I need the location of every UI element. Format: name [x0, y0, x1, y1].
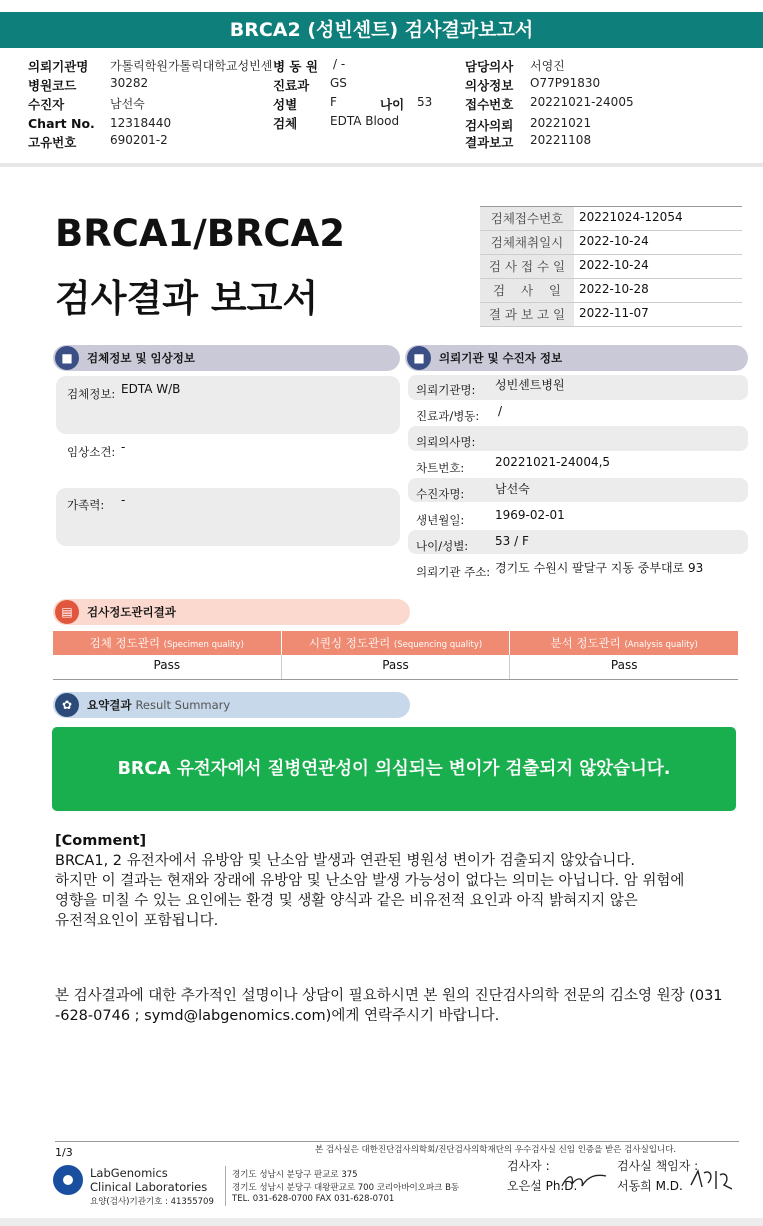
report-banner: BRCA2 (성빈센트) 검사결과보고서: [0, 12, 763, 48]
contact-line: 본 검사결과에 대한 추가적인 설명이나 상담이 필요하시면 본 원의 진단검사의학 전문의 김소영 원장 (031: [55, 988, 723, 1004]
client-value: /: [498, 404, 503, 418]
company-subname: Clinical Laboratories: [90, 1180, 208, 1194]
header-value: / -: [333, 57, 346, 71]
header-value: 53: [417, 95, 433, 109]
report-title-line2: 검사결과 보고서: [55, 277, 319, 320]
dates-key: 검 사 일: [480, 279, 574, 302]
family-value: -: [121, 493, 126, 507]
header-key: 성별: [273, 97, 298, 112]
header-key: 나이: [380, 97, 405, 112]
client-key: 의뢰기관 주소:: [416, 565, 491, 579]
header-key: 검체: [273, 116, 298, 131]
dates-row: [480, 279, 742, 303]
header-value: 20221021-24005: [530, 95, 634, 109]
header-value: O77P91830: [530, 76, 601, 90]
header-key: 담당의사: [465, 59, 514, 74]
client-key: 차트번호:: [416, 461, 465, 475]
comment-line: 영향을 미칠 수 있는 요인에는 환경 및 생활 양식과 같은 비유전적 요인과 아직 밝혀지지 않은: [55, 893, 638, 909]
qc-value: Pass: [53, 655, 282, 679]
client-key: 의뢰의사명:: [416, 435, 476, 449]
specimen-section-header: [53, 345, 400, 371]
dates-row: [480, 231, 742, 255]
client-value: 경기도 수원시 팔달구 지동 중부대로 93: [495, 561, 704, 575]
dates-key: 검체채취일시: [480, 231, 574, 254]
comment-line: 하지만 이 결과는 현재와 장래에 유방암 및 난소암 발생 가능성이 없다는 의미는 아닙니다. 암 위험에: [55, 873, 685, 889]
client-key: 생년월일:: [416, 513, 465, 527]
header-value: 690201-2: [110, 133, 168, 147]
header-value: F: [330, 95, 337, 109]
qc-value: Pass: [610, 658, 638, 672]
labgenomics-logo: [53, 1165, 83, 1195]
tester-name: 오은설 Ph.D.: [507, 1179, 578, 1193]
header-key: 결과보고: [465, 135, 514, 150]
dates-row: [480, 207, 742, 231]
header-value: 20221021: [530, 116, 592, 130]
qc-section-header: [53, 599, 410, 625]
dates-key: 결 과 보 고 일: [480, 303, 574, 326]
summary-section-header: [53, 692, 410, 718]
family-box: [56, 488, 400, 546]
clinical-value: -: [121, 440, 126, 454]
comment-line: 유전적요인이 포함됩니다.: [55, 913, 219, 929]
qc-header-ko: 시퀀싱 정도관리: [308, 636, 391, 650]
dates-key: 검체접수번호: [480, 207, 574, 230]
ribbon-icon: ✿: [55, 693, 79, 717]
header-value: EDTA Blood: [330, 114, 400, 128]
header-key: 수진자: [28, 97, 65, 112]
contact-numbers: TEL. 031-628-0700 FAX 031-628-0701: [232, 1194, 395, 1204]
tester-signature-icon: [560, 1170, 608, 1192]
address-line: 경기도 성남시 분당구 대왕판교로 700 코리아바이오파크 B동: [232, 1183, 460, 1193]
header-key: 의뢰기관명: [28, 59, 89, 74]
lock-icon: ■: [407, 346, 431, 370]
header-key: 병원코드: [28, 78, 77, 93]
qc-header-en: (Sequencing quality): [393, 640, 483, 650]
dates-key: 검 사 접 수 일: [480, 255, 574, 278]
family-label: 가족력:: [67, 498, 105, 512]
qc-header-ko: 검체 정도관리: [89, 636, 160, 650]
header-value: 서영진: [530, 59, 565, 73]
qc-table-row: [53, 655, 738, 680]
header-value: 20221108: [530, 133, 592, 147]
header-key: Chart No.: [28, 116, 95, 131]
header-value: 12318440: [110, 116, 172, 130]
client-value: 53 / F: [495, 534, 529, 548]
header-value: GS: [330, 76, 347, 90]
clipboard-icon: ▤: [55, 600, 79, 624]
qc-header-cell: [510, 631, 738, 655]
client-key: 의뢰기관명:: [416, 383, 476, 397]
footer-divider: [55, 1141, 739, 1142]
header-value: 30282: [110, 76, 149, 90]
qc-header-en: (Analysis quality): [624, 640, 698, 650]
contact-line: -628-0746 ; symd@labgenomics.com)에게 연락주시기 바랍니다.: [55, 1008, 500, 1024]
header-value: 가톨릭학원가톨릭대학교성빈센: [110, 59, 273, 73]
specimen-label: 검체정보:: [67, 387, 116, 401]
clinical-label: 임상소견:: [67, 445, 116, 459]
header-key: 병 동 원: [273, 59, 318, 74]
dates-row: [480, 303, 742, 327]
header-key: 고유번호: [28, 135, 77, 150]
qc-table-header: [53, 631, 738, 655]
comment-line: BRCA1, 2 유전자에서 유방암 및 난소암 발생과 연관된 병원성 변이가 검출되지 않았습니다.: [55, 853, 635, 869]
qc-header-ko: 분석 정도관리: [550, 636, 621, 650]
dates-value: 2022-10-24: [579, 258, 649, 272]
dates-value: 2022-10-28: [579, 282, 649, 296]
client-key: 진료과/병동:: [416, 409, 480, 423]
org-code: 요양(검사)기관기호 : 41355709: [90, 1197, 214, 1207]
page-number: 1/3: [55, 1146, 73, 1159]
lock-icon: ■: [55, 346, 79, 370]
header-key: 의상정보: [465, 78, 514, 93]
qc-value: Pass: [282, 655, 511, 679]
header-key: 접수번호: [465, 97, 514, 112]
director-name: 서동희 M.D.: [617, 1179, 683, 1193]
header-divider: [0, 163, 763, 167]
report-title-line1: BRCA1/BRCA2: [55, 212, 345, 255]
result-summary-banner: BRCA 유전자에서 질병연관성이 의심되는 변이가 검출되지 않았습니다.: [52, 727, 736, 811]
company-name: LabGenomics: [90, 1166, 168, 1180]
tester-label: 검사자 :: [507, 1159, 550, 1173]
client-value: 남선숙: [495, 482, 530, 496]
specimen-section-title: 검체정보 및 임상정보: [87, 351, 195, 365]
director-signature-icon: [688, 1165, 736, 1193]
director-label: 검사실 책임자 :: [617, 1159, 699, 1173]
qc-table: [53, 631, 738, 680]
header-value: 남선숙: [110, 97, 145, 111]
qc-section-title: 검사정도관리결과: [87, 605, 176, 619]
summary-section-title-en: Result Summary: [135, 698, 231, 712]
dates-table: [480, 206, 742, 327]
specimen-box: [56, 376, 400, 434]
comment-heading: [Comment]: [55, 833, 147, 849]
qc-header-cell: [53, 631, 282, 655]
header-key: 진료과: [273, 78, 310, 93]
dates-value: 2022-10-24: [579, 234, 649, 248]
summary-section-title: 요약결과: [87, 698, 132, 712]
dates-row: [480, 255, 742, 279]
certification-note: 본 검사실은 대한진단검사의학회/진단검사의학재단의 우수검사실 신임 인증을 받은 검사실입니다.: [315, 1145, 677, 1155]
qc-header-cell: [282, 631, 511, 655]
qc-header-en: (Specimen quality): [163, 640, 244, 650]
dates-value: 2022-11-07: [579, 306, 649, 320]
dates-value: 20221024-12054: [579, 210, 683, 224]
client-key: 수진자명:: [416, 487, 465, 501]
client-section-title: 의뢰기관 및 수진자 정보: [439, 351, 563, 365]
client-value: 1969-02-01: [495, 508, 565, 522]
client-key: 나이/성별:: [416, 539, 469, 553]
client-section-header: [405, 345, 748, 371]
specimen-value: EDTA W/B: [121, 382, 181, 396]
footer-separator: [225, 1166, 226, 1206]
client-value: 성빈센트병원: [495, 378, 565, 392]
address-line: 경기도 성남시 분당구 판교로 375: [232, 1170, 358, 1180]
header-key: 검사의뢰: [465, 118, 514, 133]
client-value: 20221021-24004,5: [495, 455, 611, 469]
